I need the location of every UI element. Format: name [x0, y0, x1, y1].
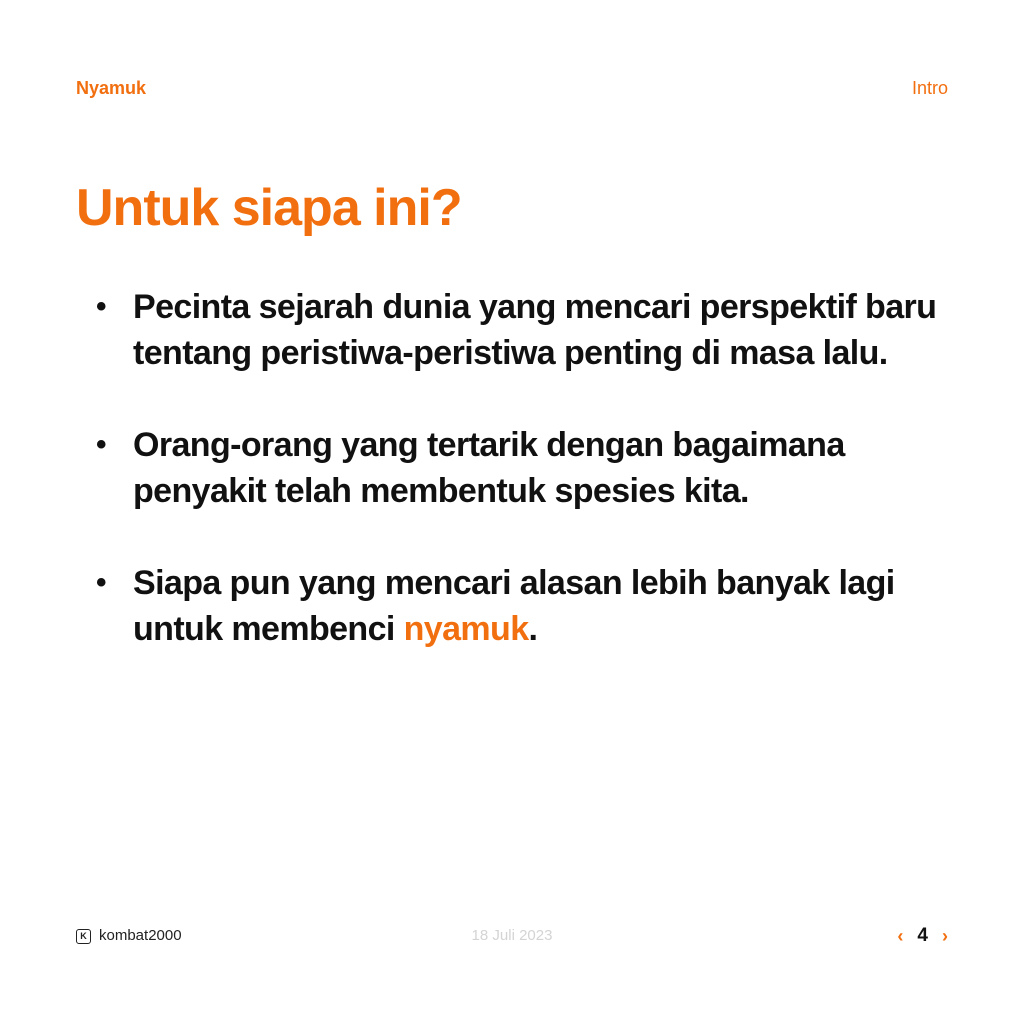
bullet-text: Orang-orang yang tertarik dengan bagaimana penyakit telah membentuk spesies kita.: [133, 426, 845, 510]
page-number: 4: [917, 925, 928, 946]
bullet-item: [96, 422, 956, 514]
chevron-left-icon[interactable]: ‹: [897, 926, 904, 946]
bullet-text-before: Siapa pun yang mencari alasan lebih banyak lagi untuk membenci: [133, 564, 895, 648]
bullet-list: [96, 284, 956, 698]
author-name: kombat2000: [99, 927, 182, 944]
bullet-dot-icon: •: [96, 428, 106, 461]
publish-date: 18 Juli 2023: [471, 927, 553, 944]
bullet-dot-icon: •: [96, 290, 106, 323]
series-name: Nyamuk: [76, 78, 147, 98]
bullet-item: [96, 284, 956, 376]
chevron-right-icon[interactable]: ›: [942, 926, 948, 946]
bullet-dot-icon: •: [96, 566, 106, 599]
highlight-word: nyamuk: [403, 610, 529, 648]
bullet-text: Pecinta sejarah dunia yang mencari perspektif baru tentang peristiwa-peristiwa penting di masa lalu.: [133, 288, 937, 372]
section-label: Intro: [911, 78, 948, 98]
kombat-logo-icon: K: [76, 929, 91, 944]
slide-title: Untuk siapa ini?: [76, 179, 462, 237]
bullet-item: [96, 560, 956, 652]
bullet-text-after: .: [528, 610, 538, 648]
pagination: [897, 922, 948, 950]
